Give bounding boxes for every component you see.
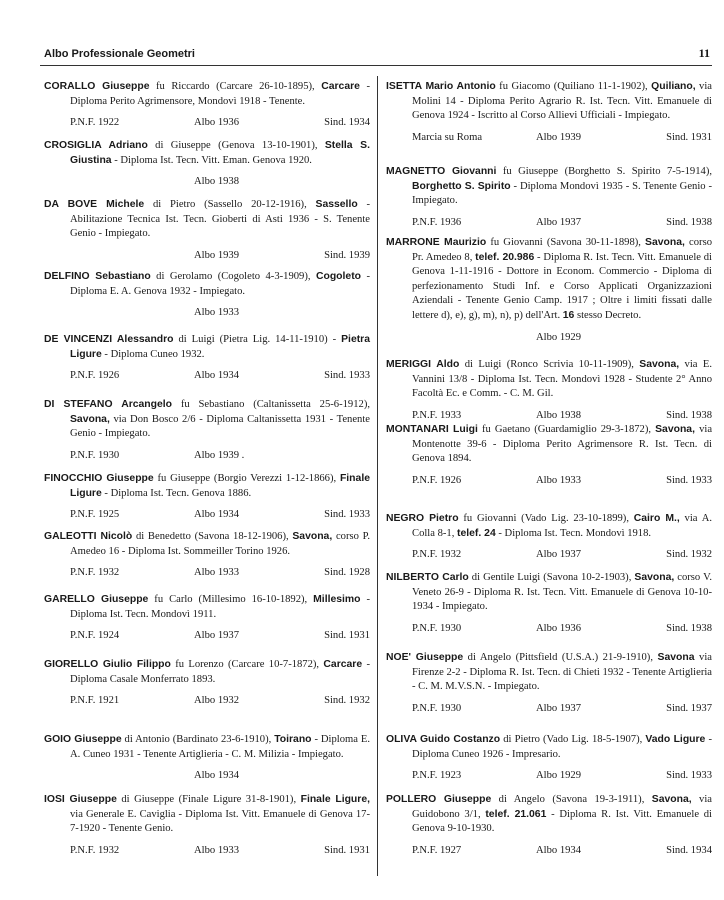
entry-detail: via Montenotte 39-6 - Diploma Perito Agrimensore R. Ist. Tecn. di Genova 1894. xyxy=(412,424,713,465)
pnf-year: P.N.F. 1930 xyxy=(412,702,462,714)
register-entry xyxy=(44,80,370,131)
entry-registrations xyxy=(44,629,370,644)
albo-year: Albo 1937 xyxy=(536,702,582,714)
entry-registrations xyxy=(386,216,712,231)
sind-year: Sind. 1933 xyxy=(324,509,370,521)
bold-text: Savona, xyxy=(634,572,675,583)
person-name: NILBERTO Carlo xyxy=(386,572,469,583)
bold-text: Savona, xyxy=(70,413,110,425)
pnf-year: P.N.F. 1923 xyxy=(412,770,462,782)
sind-year: Sind. 1938 xyxy=(666,409,712,421)
entry-registrations xyxy=(386,548,712,563)
bold-text: telef. 21.061 xyxy=(485,808,547,820)
sind-year: Sind. 1934 xyxy=(666,844,712,856)
pnf-year: P.N.F. 1930 xyxy=(412,622,462,634)
person-name: CROSIGLIA Adriano xyxy=(44,140,148,151)
bold-text: Pietra Ligure xyxy=(70,334,371,360)
entry-text xyxy=(44,733,370,762)
entry-registrations xyxy=(44,249,370,264)
bold-text: 16 xyxy=(562,309,575,321)
page-number: 11 xyxy=(698,46,710,60)
bold-text: Cogoleto xyxy=(315,271,362,282)
entry-text xyxy=(44,793,370,837)
sind-year: Sind. 1937 xyxy=(666,702,712,714)
entry-detail: di Gentile Luigi (Savona 10-2-1903), xyxy=(468,572,635,583)
entry-detail: fu Giuseppe (Borgio Verezzi 1-12-1866), xyxy=(153,473,340,484)
entry-detail: - Diploma Ist. Tecn. Genova 1886. xyxy=(101,487,252,499)
entry-detail: di Benedetto (Savona 18-12-1906), xyxy=(132,531,293,542)
bold-text: Finale Ligure, xyxy=(300,794,370,805)
entry-registrations xyxy=(386,131,712,146)
entry-detail: corso Pr. Amedeo 8, xyxy=(412,237,712,263)
entry-registrations xyxy=(44,306,370,321)
entry-text xyxy=(386,165,712,209)
entry-detail: fu Giovanni (Vado Lig. 23-10-1899), xyxy=(458,513,634,524)
albo-year: Albo 1939 . xyxy=(194,449,245,461)
entry-detail: via Guidobono 3/1, xyxy=(412,794,712,820)
register-entry xyxy=(44,198,370,264)
bold-text: Carcare xyxy=(321,81,360,92)
bold-text: telef. 24 xyxy=(457,527,496,539)
albo-year: Albo 1938 xyxy=(536,409,582,421)
albo-year: Albo 1932 xyxy=(194,695,240,707)
entry-text xyxy=(386,423,712,467)
register-entry xyxy=(44,398,370,464)
entry-detail: via Molini 14 - Diploma Perito Agrario R. Ist. Tecn. Vitt. Emanuele di Genova 1924 - Iscritto al Corso Allievi Ufficiali - Impiegato. xyxy=(412,81,712,122)
pnf-year: P.N.F. 1922 xyxy=(70,117,120,129)
entry-registrations xyxy=(44,508,370,523)
entry-detail: fu Lorenzo (Carcare 10-7-1872), xyxy=(170,659,324,670)
person-name: MAGNETTO Giovanni xyxy=(386,166,497,177)
entry-detail: fu Sebastiano (Caltanissetta 25-6-1912), xyxy=(172,399,370,410)
register-entry xyxy=(386,358,712,424)
sind-year: Sind. 1938 xyxy=(666,622,712,634)
entry-text xyxy=(44,333,370,362)
albo-year: Albo 1939 xyxy=(536,131,582,143)
entry-detail: corso P. Amedeo 16 - Diploma Ist. Sommeiller Torino 1926. xyxy=(70,531,370,557)
entry-registrations xyxy=(44,116,370,131)
person-name: ISETTA Mario Antonio xyxy=(386,81,496,92)
pnf-year: P.N.F. 1921 xyxy=(70,695,120,707)
entry-detail: - Diploma Cuneo 1926 - Impresario. xyxy=(412,734,712,760)
sind-year: Sind. 1931 xyxy=(324,630,370,642)
entry-registrations xyxy=(44,449,370,464)
bold-text: Savona, xyxy=(645,237,685,248)
register-entry xyxy=(386,512,712,563)
entry-detail: - Diploma Ist. Tecn. Mondovì 1911. xyxy=(70,594,370,620)
bold-text: Carcare xyxy=(323,659,363,670)
albo-year: Albo 1929 xyxy=(536,331,582,343)
entry-registrations xyxy=(386,769,712,784)
albo-year: Albo 1938 xyxy=(194,176,240,188)
column-divider xyxy=(377,76,378,876)
albo-year: Albo 1933 xyxy=(194,844,240,856)
bold-text: Cairo M., xyxy=(633,513,680,524)
person-name: DA BOVE Michele xyxy=(44,199,145,210)
entry-detail: corso V. Veneto 26-9 - Diploma R. Ist. Tecn. Vitt. Emanuele di Genova 10-10-1934 - Impiegato. xyxy=(412,572,713,613)
entry-text xyxy=(386,236,712,324)
register-entry xyxy=(386,651,712,717)
entry-detail: di Pietro (Vado Lig. 18-5-1907), xyxy=(500,734,646,745)
albo-year: Albo 1937 xyxy=(194,630,240,642)
bold-text: Toirano xyxy=(274,734,312,745)
entry-registrations xyxy=(44,566,370,581)
entry-text xyxy=(386,80,712,124)
sind-year: Sind. 1931 xyxy=(324,844,370,856)
entry-detail: - Diploma Perito Agrimensore, Mondovì 1918 - Tenente. xyxy=(70,81,370,107)
person-name: FINOCCHIO Giuseppe xyxy=(44,473,154,484)
entry-text xyxy=(44,593,370,622)
albo-year: Albo 1937 xyxy=(536,549,582,561)
sind-year: Sind. 1932 xyxy=(666,549,712,561)
register-entry xyxy=(44,593,370,644)
entry-registrations xyxy=(44,175,370,190)
albo-year: Albo 1936 xyxy=(536,622,582,634)
person-name: MARRONE Maurizio xyxy=(386,237,487,248)
pnf-year: P.N.F. 1924 xyxy=(70,630,120,642)
entry-detail: stesso Decreto. xyxy=(574,309,642,321)
entry-text xyxy=(44,472,370,501)
entry-detail: - Diploma Cuneo 1932. xyxy=(101,348,205,360)
entry-detail: - Diploma R. Ist. Vitt. Emanuele di Genova 9-10-1930. xyxy=(412,808,712,835)
register-entry xyxy=(386,236,712,346)
register-entry xyxy=(44,793,370,859)
entry-detail: fu Giovanni (Savona 30-11-1898), xyxy=(486,237,646,248)
bold-text: Savona, xyxy=(292,531,333,542)
entry-detail: - Diploma Mondovì 1935 - S. Tenente Genio - Impiegato. xyxy=(412,180,712,207)
entry-detail: - Abilitazione Tecnica Ist. Tecn. Gioberti di Asti 1936 - S. Tenente Genio - Impiegato. xyxy=(70,199,370,240)
person-name: CORALLO Giuseppe xyxy=(44,81,150,92)
entry-detail: - Diploma Ist. Tecn. Mondovì 1918. xyxy=(495,527,652,539)
bold-text: Savona, xyxy=(639,359,680,370)
person-name: NOE' Giuseppe xyxy=(386,652,464,663)
person-name: DI STEFANO Arcangelo xyxy=(44,399,173,410)
person-name: POLLERO Giuseppe xyxy=(386,794,492,805)
sind-year: Sind. 1938 xyxy=(666,216,712,228)
pnf-year: P.N.F. 1933 xyxy=(412,409,462,421)
entry-registrations xyxy=(386,844,712,859)
entry-detail: - Diploma Casale Monferrato 1893. xyxy=(70,659,370,685)
pnf-year: P.N.F. 1932 xyxy=(70,844,120,856)
entry-detail: di Giuseppe (Finale Ligure 31-8-1901), xyxy=(116,794,301,805)
sind-year: Sind. 1934 xyxy=(324,117,370,129)
entry-text xyxy=(386,571,712,615)
register-entry xyxy=(386,80,712,146)
person-name: OLIVA Guido Costanzo xyxy=(386,734,501,745)
bold-text: Borghetto S. Spirito xyxy=(412,180,511,192)
entry-detail: via E. Vannini 13/8 - Diploma Ist. Tecn. Mondovì 1928 - Studente 2° Anno Facoltà Ec. e Comm. - C. M. Gil. xyxy=(412,359,712,400)
entry-text xyxy=(44,198,370,242)
entry-registrations xyxy=(44,769,370,784)
entry-text xyxy=(44,270,370,299)
header-rule xyxy=(40,65,712,66)
entry-detail: fu Riccardo (Carcare 26-10-1895), xyxy=(149,81,322,92)
running-header-title: Albo Professionale Geometri xyxy=(44,48,195,60)
person-name: NEGRO Pietro xyxy=(386,513,459,524)
entry-detail: via Don Bosco 2/6 - Diploma Caltanissetta 1931 - Tenente Genio - Impiegato. xyxy=(70,413,370,440)
entry-text xyxy=(44,658,370,687)
bold-text: Savona, xyxy=(655,424,695,435)
bold-text: telef. 20.986 xyxy=(475,251,535,263)
bold-text: Vado Ligure xyxy=(645,734,706,745)
person-name: GALEOTTI Nicolò xyxy=(44,531,133,542)
pnf-year: P.N.F. 1926 xyxy=(412,474,462,486)
albo-year: Albo 1937 xyxy=(536,216,582,228)
entry-registrations xyxy=(386,622,712,637)
entry-detail: - Diploma Ist. Tecn. Vitt. Eman. Genova 1920. xyxy=(111,154,312,166)
person-name: DE VINCENZI Alessandro xyxy=(44,334,174,345)
register-entry xyxy=(386,165,712,231)
pnf-year: P.N.F. 1925 xyxy=(70,509,120,521)
register-entry xyxy=(44,472,370,523)
entry-registrations xyxy=(386,702,712,717)
pnf-year: P.N.F. 1932 xyxy=(70,567,120,579)
albo-year: Albo 1933 xyxy=(194,567,240,579)
person-name: IOSI Giuseppe xyxy=(44,794,117,805)
register-entry xyxy=(386,571,712,637)
albo-year: Albo 1934 xyxy=(194,509,240,521)
entry-detail: di Angelo (Pittsfield (U.S.A.) 21-9-1910), xyxy=(463,652,658,663)
bold-text: Finale Ligure xyxy=(70,473,370,499)
entry-text xyxy=(386,512,712,541)
entry-detail: fu Carlo (Millesimo 16-10-1892), xyxy=(148,594,314,605)
sind-year: Sind. 1928 xyxy=(324,567,370,579)
entry-detail: via Generale E. Caviglia - Diploma Ist. Vitt. Emanuele di Genova 17-7-1920 - Tenente Genio. xyxy=(70,808,370,835)
entry-registrations xyxy=(44,369,370,384)
person-name: DELFINO Sebastiano xyxy=(44,271,151,282)
entry-text xyxy=(386,793,712,837)
entry-detail: di Pietro (Sassello 20-12-1916), xyxy=(144,199,316,210)
albo-year: Albo 1934 xyxy=(194,370,240,382)
bold-text: Sassello xyxy=(315,199,358,210)
register-entry xyxy=(386,423,712,489)
person-name: GIORELLO Giulio Filippo xyxy=(44,659,171,670)
entry-detail: - Diploma R. Ist. Tecn. Vitt. Emanuele di Genova 1-11-1916 - Dottore in Econom. Commercio - Diploma di perfezionamento Studi Inf. e Corso Applicati Organizzazioni Aziendali - Tenente Genio Camp. 1917 ; Oltre i limiti fissati dalle lettere d), e), g), m), n), p) dell'Art. xyxy=(412,251,713,321)
register-entry xyxy=(386,793,712,859)
sind-year: Sind. 1933 xyxy=(666,474,712,486)
albo-year: Albo 1933 xyxy=(536,474,582,486)
albo-year: Albo 1934 xyxy=(536,844,582,856)
entry-text xyxy=(386,733,712,762)
entry-detail: di Luigi (Pietra Lig. 14-11-1910) - xyxy=(173,334,342,345)
entry-registrations xyxy=(44,694,370,709)
entry-detail: di Luigi (Ronco Scrivia 10-11-1909), xyxy=(459,359,640,370)
entry-detail: via A. Colla 8-1, xyxy=(412,513,712,539)
entry-registrations xyxy=(44,844,370,859)
pnf-year: P.N.F. 1926 xyxy=(70,370,120,382)
pnf-year: P.N.F. 1936 xyxy=(412,216,462,228)
entry-detail: fu Gaetano (Guardamiglio 29-3-1872), xyxy=(477,424,656,435)
albo-year: Albo 1934 xyxy=(194,770,240,782)
entry-text xyxy=(44,530,370,559)
pnf-year: P.N.F. 1930 xyxy=(70,449,120,461)
entry-detail: di Gerolamo (Cogoleto 4-3-1909), xyxy=(150,271,316,282)
register-entry xyxy=(44,658,370,709)
albo-year: Albo 1929 xyxy=(536,770,582,782)
entry-text xyxy=(44,139,370,168)
sind-year: Sind. 1939 xyxy=(324,249,370,261)
entry-detail: fu Giuseppe (Borghetto S. Spirito 7-5-1914), xyxy=(496,166,712,177)
register-entry xyxy=(44,270,370,321)
register-entry xyxy=(44,139,370,190)
sind-year: Sind. 1933 xyxy=(666,770,712,782)
person-name: MERIGGI Aldo xyxy=(386,359,460,370)
entry-text xyxy=(44,80,370,109)
person-name: MONTANARI Luigi xyxy=(386,424,478,435)
entry-detail: - Diploma E. A. Cuneo 1931 - Tenente Artiglieria - C. M. Milizia - Impiegato. xyxy=(70,734,370,760)
albo-year: Albo 1933 xyxy=(194,307,240,319)
entry-detail: di Giuseppe (Genova 13-10-1901), xyxy=(147,140,325,151)
pnf-year: P.N.F. 1927 xyxy=(412,844,462,856)
bold-text: Savona, xyxy=(651,794,692,805)
bold-text: Savona xyxy=(657,652,695,663)
person-name: GOIO Giuseppe xyxy=(44,734,122,745)
person-name: GARELLO Giuseppe xyxy=(44,594,149,605)
bold-text: Quiliano, xyxy=(651,81,696,92)
entry-text xyxy=(44,398,370,442)
bold-text: Stella S. Giustina xyxy=(70,140,370,166)
entry-detail: - Diploma E. A. Genova 1932 - Impiegato. xyxy=(70,271,370,297)
entry-registrations xyxy=(386,331,712,346)
entry-detail: di Angelo (Savona 19-3-1911), xyxy=(491,794,652,805)
entry-registrations xyxy=(386,409,712,424)
bold-text: Millesimo xyxy=(313,594,361,605)
pnf-year: P.N.F. 1932 xyxy=(412,549,462,561)
register-entry xyxy=(386,733,712,784)
entry-detail: via Firenze 2-2 - Diploma R. Ist. Tecn. di Chieti 1932 - Tenente Artiglieria - C. M. M.V.S.N. - Impiegato. xyxy=(412,652,712,693)
entry-text xyxy=(386,358,712,402)
pnf-year: Marcia su Roma xyxy=(412,131,483,143)
sind-year: Sind. 1933 xyxy=(324,370,370,382)
register-entry xyxy=(44,733,370,784)
register-entry xyxy=(44,530,370,581)
entry-registrations xyxy=(386,474,712,489)
entry-detail: fu Giacomo (Quiliano 11-1-1902), xyxy=(495,81,652,92)
register-entry xyxy=(44,333,370,384)
entry-detail: di Antonio (Bardinato 23-6-1910), xyxy=(121,734,275,745)
sind-year: Sind. 1932 xyxy=(324,695,370,707)
albo-year: Albo 1939 xyxy=(194,249,240,261)
sind-year: Sind. 1931 xyxy=(666,131,712,143)
albo-year: Albo 1936 xyxy=(194,117,240,129)
entry-text xyxy=(386,651,712,695)
